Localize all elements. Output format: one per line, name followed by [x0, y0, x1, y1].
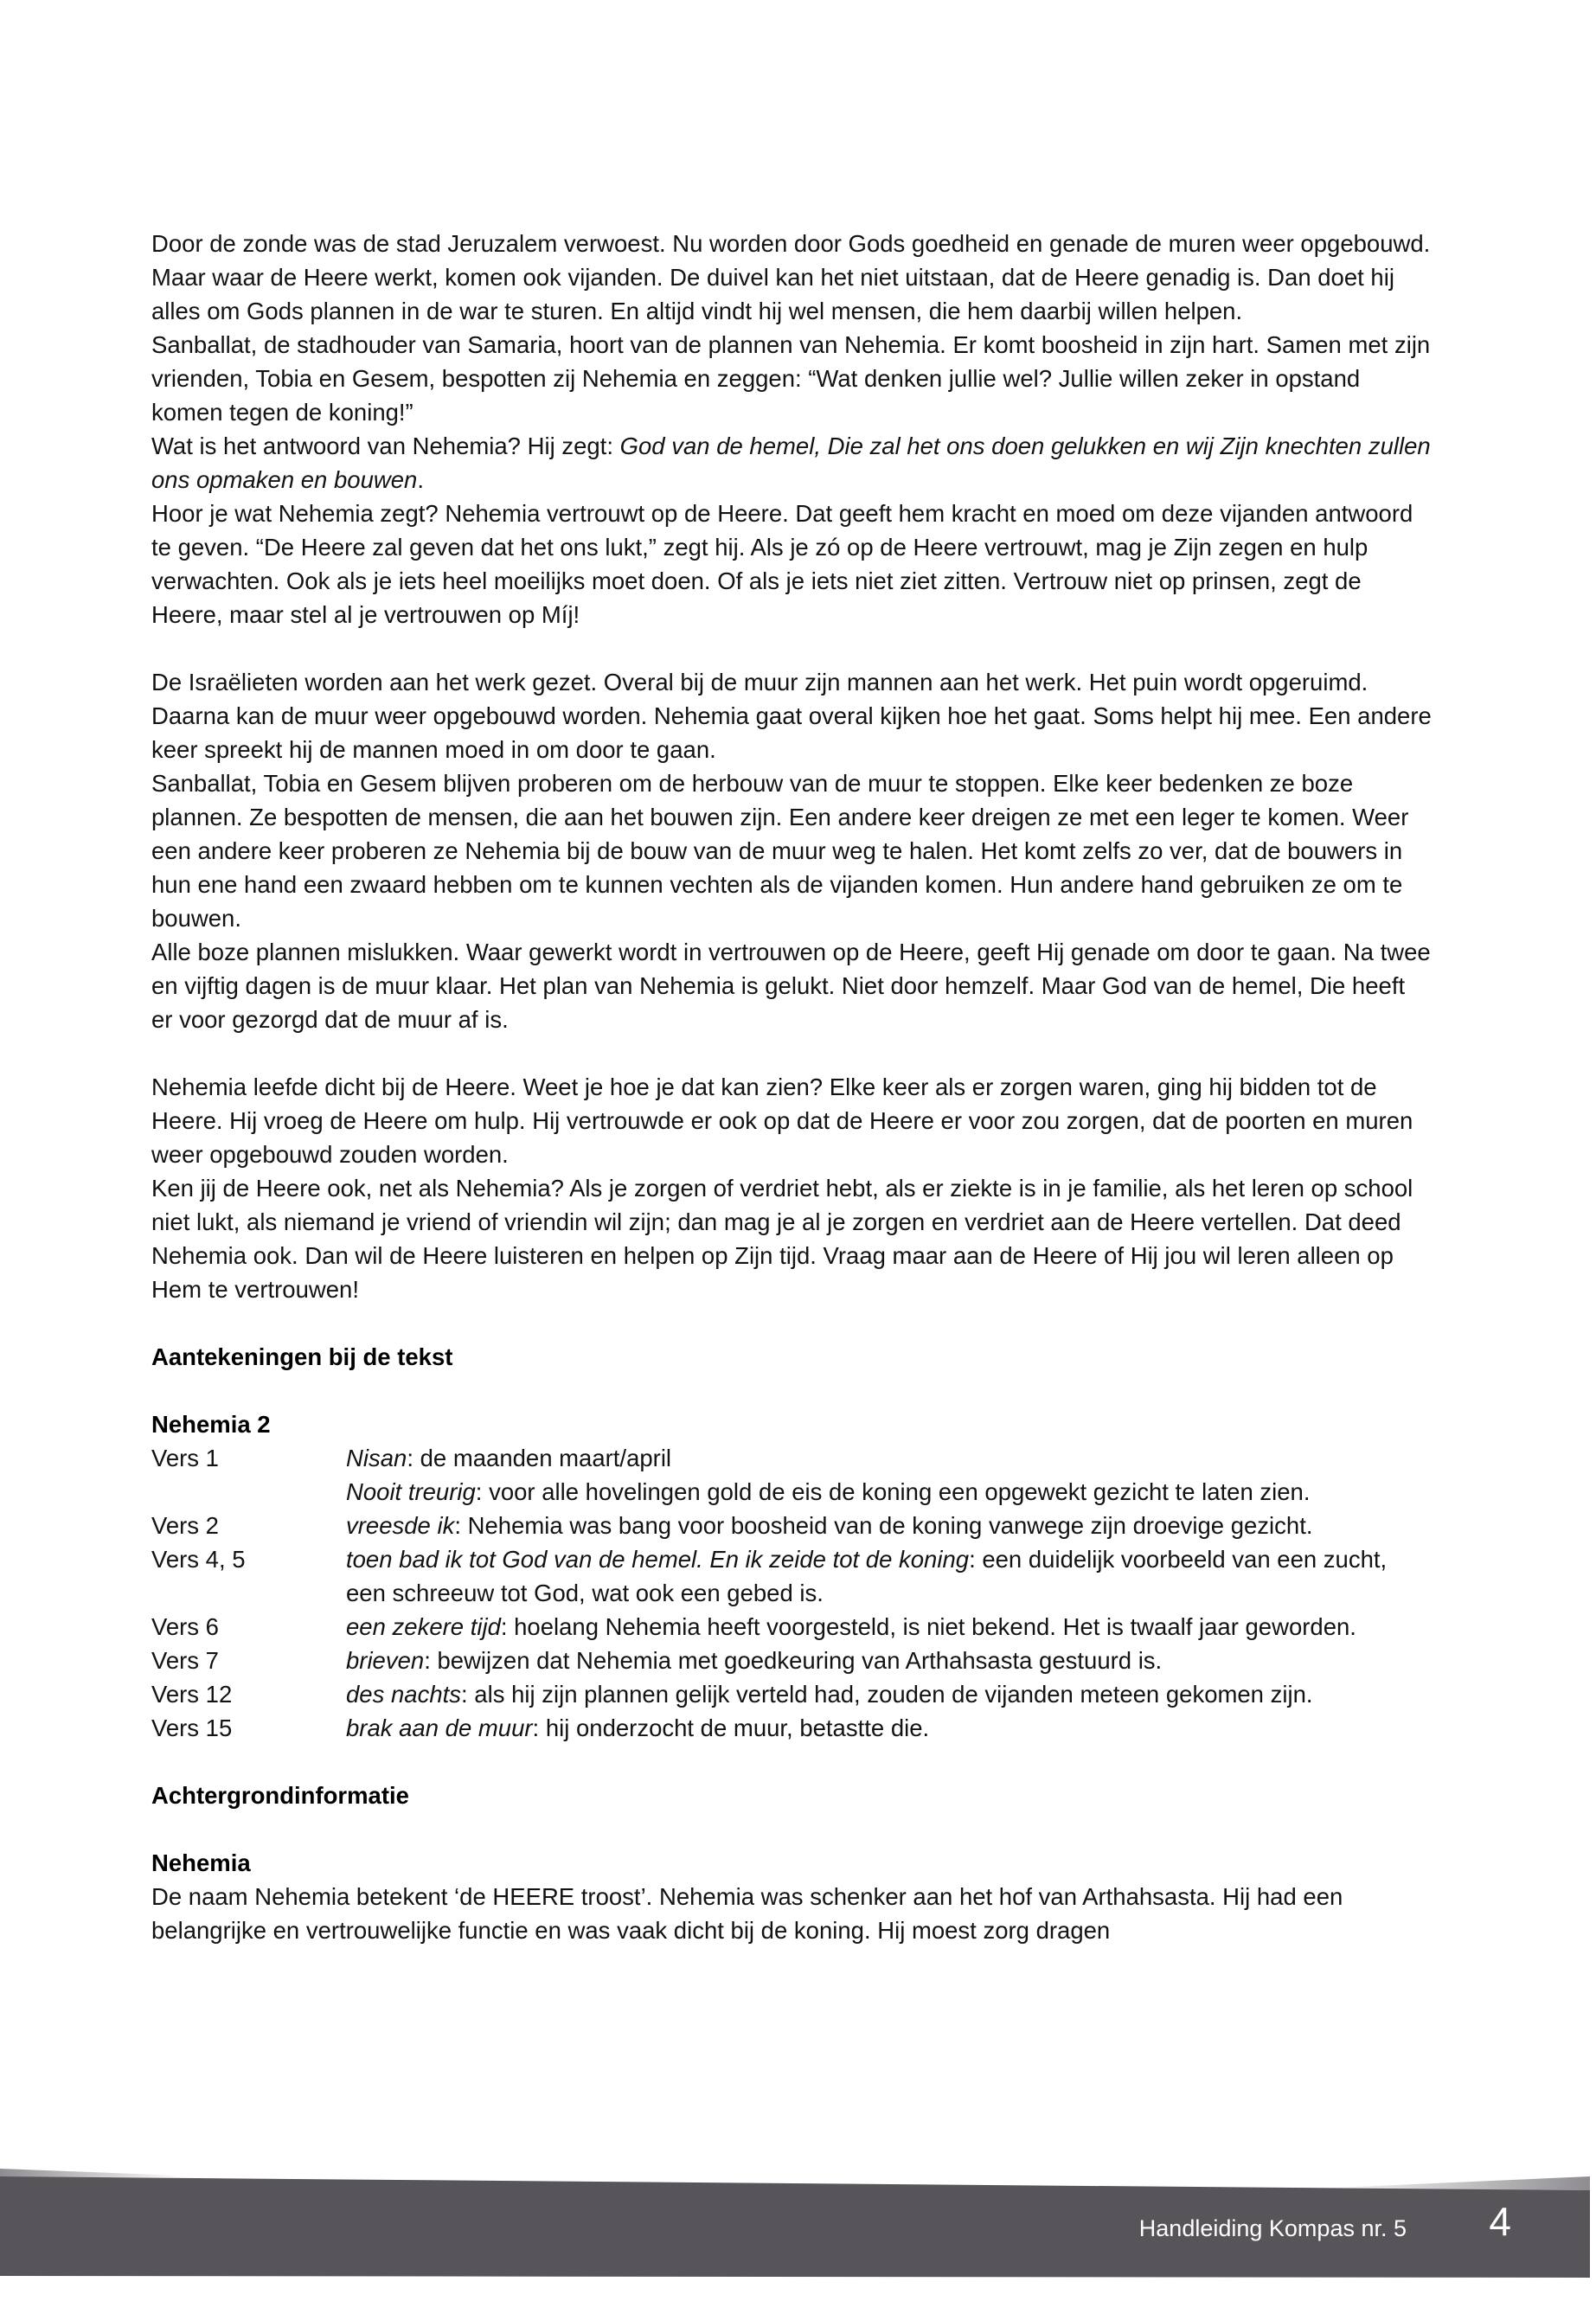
paragraph: [151, 935, 1432, 1036]
note-term: Nooit treurig: [346, 1478, 476, 1505]
text-block: [151, 1070, 1432, 1306]
note-definition-text: : hij onderzocht de muur, betastte die.: [532, 1715, 930, 1741]
text-run: Hoor je wat Nehemia zegt? Nehemia vertrouwt op de Heere. Dat geeft hem kracht en moed om deze vijanden antwoord te geven. “De Heere zal geven dat het ons lukt,” zegt hij. Als je zó op de Heere vertrouwt, mag je Zijn zegen en hulp verwachten. Ook als je iets heel moeilijks moet doen. Of als je iets niet ziet zitten. Vertrouw niet op prinsen, zegt de Heere, maar stel al je vertrouwen op Míj!: [151, 500, 1413, 628]
footer-swoosh-left: [0, 2169, 182, 2177]
note-row: [151, 1610, 1432, 1644]
note-verse-label: Vers 4, 5: [151, 1546, 246, 1573]
note-verse-label: Vers 7: [151, 1647, 219, 1674]
note-row: [151, 1677, 1432, 1711]
notes-heading: Aantekeningen bij de tekst: [151, 1343, 453, 1370]
note-definition-text: : voor alle hovelingen gold de eis de koning een opgewekt gezicht te laten zien.: [475, 1478, 1311, 1505]
note-row: [151, 1644, 1432, 1677]
text-block: [151, 665, 1432, 1036]
footer-booklet-title: Handleiding Kompas nr. 5: [1138, 2215, 1407, 2241]
paragraph: [151, 429, 1432, 497]
note-definition: [346, 1677, 1432, 1711]
text-run: Alle boze plannen mislukken. Waar gewerkt wordt in vertrouwen op de Heere, geeft Hij genade om door te gaan. Na twee en vijftig dagen is de muur klaar. Het plan van Nehemia is gelukt. Niet door hemzelf. Maar God van de hemel, Die heeft er voor gezorgd dat de muur af is.: [151, 939, 1431, 1033]
text-run: Wat is het antwoord van Nehemia? Hij zegt:: [151, 433, 620, 459]
paragraph: [151, 1070, 1432, 1171]
note-verse-label: Vers 15: [151, 1715, 233, 1741]
paragraph: [151, 227, 1432, 328]
note-definition-text: : hoelang Nehemia heeft voorgesteld, is niet bekend. Het is twaalf jaar geworden.: [500, 1613, 1356, 1640]
note-definition-text: : Nehemia was bang voor boosheid van de koning vanwege zijn droevige gezicht.: [454, 1512, 1313, 1539]
note-verse-label: Vers 1: [151, 1445, 219, 1471]
note-definition: [346, 1441, 1432, 1475]
note-definition-text: : de maanden maart/april: [407, 1445, 672, 1471]
italic-run: God van de hemel, Die zal het ons doen gelukken en wij Zijn knechten zullen ons opmaken en bouwen: [151, 433, 1431, 493]
note-row: [151, 1509, 1432, 1542]
note-row: [151, 1542, 1432, 1610]
text-run: Sanballat, Tobia en Gesem blijven proberen om de herbouw van de muur te stoppen. Elke keer bedenken ze boze plannen. Ze bespotten de mensen, die aan het bouwen zijn. Een andere keer dreigen ze met een leger te komen. Weer een andere keer proberen ze Nehemia bij de bouw van de muur weg te halen. Het komt zelfs zo ver, dat de bouwers in hun ene hand een zwaard hebben om te kunnen vechten als de vijanden komen. Hun andere hand gebruiken ze om te bouwen.: [151, 770, 1409, 932]
note-row: [151, 1441, 1432, 1475]
text-run: Nehemia leefde dicht bij de Heere. Weet je hoe je dat kan zien? Elke keer als er zorgen waren, ging hij bidden tot de Heere. Hij vroeg de Heere om hulp. Hij vertrouwde er ook op dat de Heere er voor zou zorgen, dat de poorten en muren weer opgebouwd zouden worden.: [151, 1074, 1413, 1168]
note-term: een zekere tijd: [346, 1613, 501, 1640]
note-term: brak aan de muur: [346, 1715, 533, 1741]
paragraph: [151, 328, 1432, 429]
note-verse-label: Vers 2: [151, 1512, 219, 1539]
note-row: [151, 1475, 1432, 1509]
note-term: vreesde ik: [346, 1512, 455, 1539]
background-paragraph: De naam Nehemia betekent ‘de HEERE troost’. Nehemia was schenker aan het hof van Arthahsasta. Hij had een belangrijke en vertrouwelijke functie en was vaak dicht bij de koning. Hij moest zorg dragen: [151, 1883, 1343, 1944]
note-row: [151, 1711, 1432, 1745]
note-term: des nachts: [346, 1681, 462, 1708]
note-definition: [346, 1644, 1432, 1677]
paragraph: [151, 665, 1432, 766]
text-run: Ken jij de Heere ook, net als Nehemia? Als je zorgen of verdriet hebt, als er ziekte is in je familie, als het leren op school niet lukt, als niemand je vriend of vriendin wil zijn; dan mag je al je zorgen en verdriet aan de Heere vertellen. Dat deed Nehemia ook. Dan wil de Heere luisteren en helpen op Zijn tijd. Vraag maar aan de Heere of Hij jou wil leren alleen op Hem te vertrouwen!: [151, 1175, 1413, 1303]
text-block: [151, 227, 1432, 631]
body-text: [151, 227, 1432, 1947]
paragraph: [151, 1171, 1432, 1306]
note-definition-text: : bewijzen dat Nehemia met goedkeuring van Arthahsasta gestuurd is.: [424, 1647, 1163, 1674]
note-definition-text: : een duidelijk voorbeeld van een zucht, een schreeuw tot God, wat ook een gebed is.: [346, 1546, 1388, 1606]
note-term: Nisan: [346, 1445, 407, 1471]
note-term: toen bad ik tot God van de hemel. En ik zeide tot de koning: [346, 1546, 970, 1573]
note-definition: [346, 1475, 1432, 1509]
paragraph: [151, 497, 1432, 631]
note-term: brieven: [346, 1647, 425, 1674]
note-definition-text: : als hij zijn plannen gelijk verteld had, zouden de vijanden meteen gekomen zijn.: [461, 1681, 1313, 1708]
note-definition: [346, 1711, 1432, 1745]
note-definition: [346, 1542, 1432, 1610]
footer-page-number: 4: [1489, 2199, 1511, 2244]
paragraph: [151, 766, 1432, 935]
intro-blocks: [151, 227, 1432, 1306]
text-run: De Israëlieten worden aan het werk gezet. Overal bij de muur zijn mannen aan het werk. Het puin wordt opgeruimd. Daarna kan de muur weer opgebouwd worden. Nehemia gaat overal kijken hoe het gaat. Soms helpt hij mee. Een andere keer spreekt hij de mannen moed in om door te gaan.: [151, 669, 1432, 763]
text-run: .: [417, 466, 424, 493]
verse-notes-list: [151, 1441, 1432, 1745]
note-definition: [346, 1509, 1432, 1542]
note-verse-label: Vers 12: [151, 1681, 233, 1708]
notes-subheading: Nehemia 2: [151, 1411, 271, 1438]
text-run: Door de zonde was de stad Jeruzalem verwoest. Nu worden door Gods goedheid en genade de muren weer opgebouwd. Maar waar de Heere werkt, komen ook vijanden. De duivel kan het niet uitstaan, dat de Heere genadig is. Dan doet hij alles om Gods plannen in de war te sturen. En altijd vindt hij wel mensen, die hem daarbij willen helpen.: [151, 230, 1431, 324]
background-subheading: Nehemia: [151, 1849, 251, 1876]
note-verse-label: Vers 6: [151, 1613, 219, 1640]
footer-swoosh-right: [1315, 2176, 1590, 2190]
note-definition: [346, 1610, 1432, 1644]
background-heading: Achtergrondinformatie: [151, 1782, 409, 1809]
text-run: Sanballat, de stadhouder van Samaria, hoort van de plannen van Nehemia. Er komt boosheid in zijn hart. Samen met zijn vrienden, Tobia en Gesem, bespotten zij Nehemia en zeggen: “Wat denken jullie wel? Jullie willen zeker in opstand komen tegen de koning!”: [151, 331, 1431, 426]
